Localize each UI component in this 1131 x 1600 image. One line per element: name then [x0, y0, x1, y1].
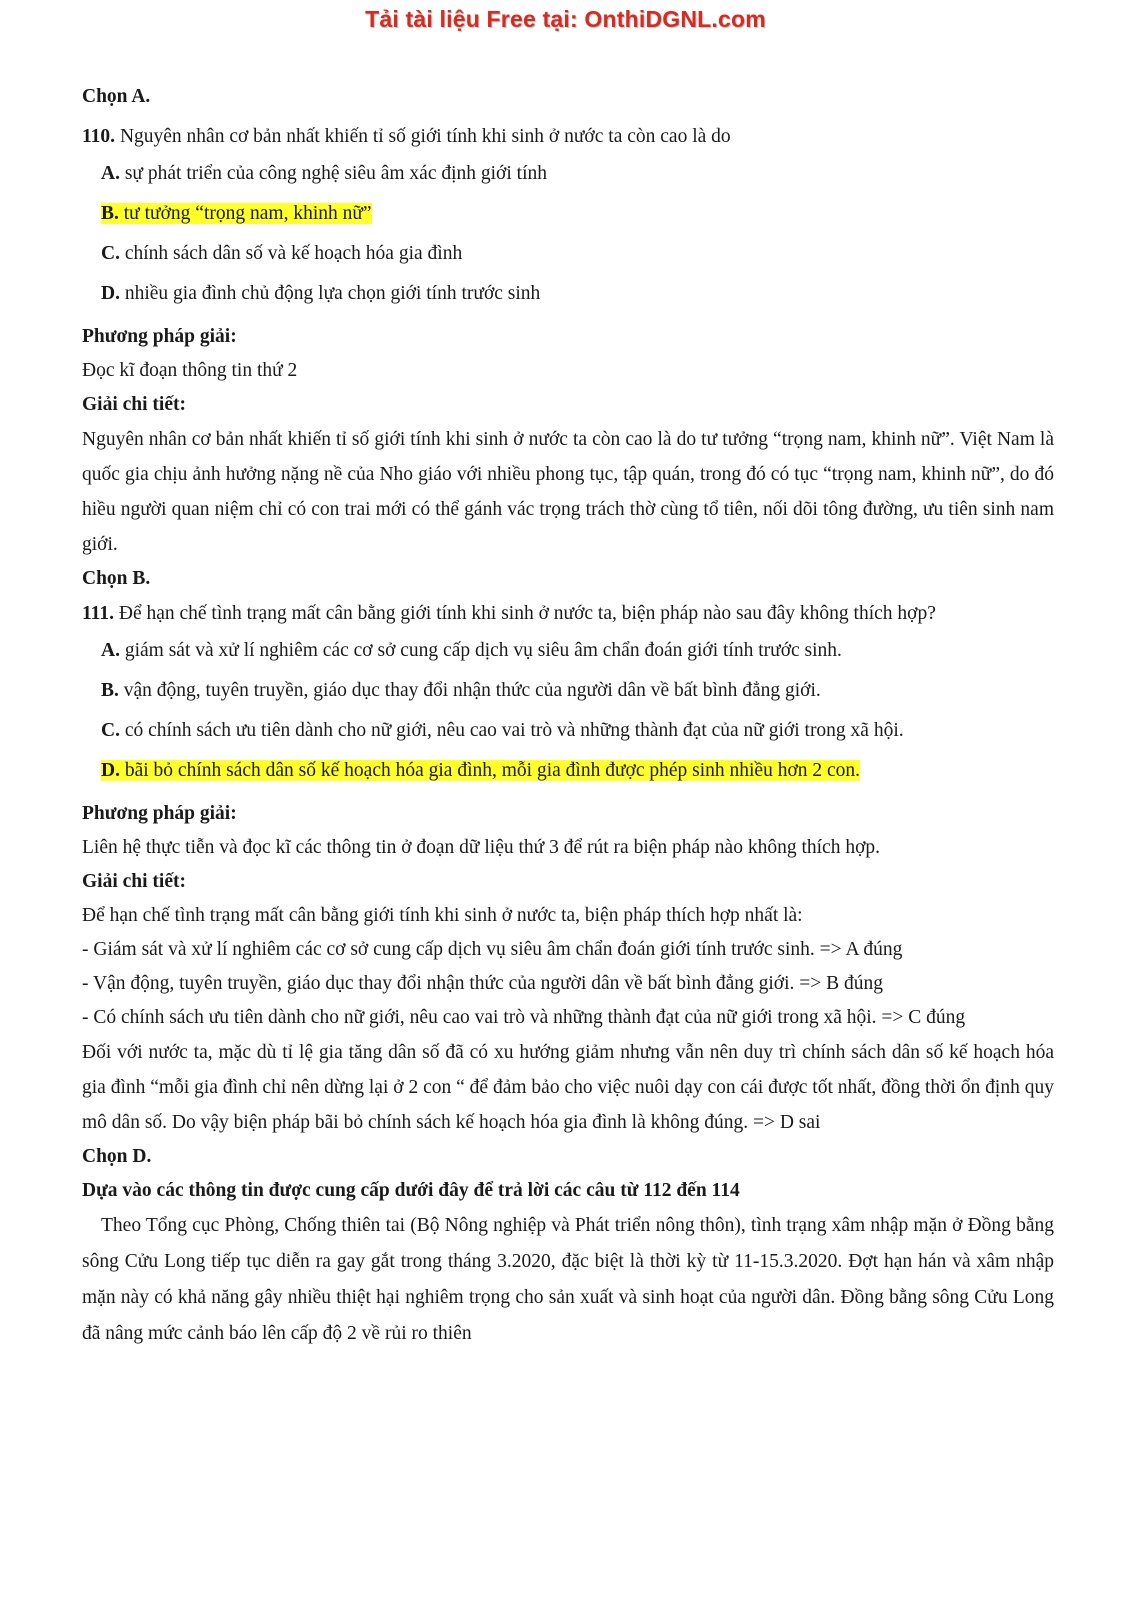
option-text: chính sách dân số và kế hoạch hóa gia đình [119, 243, 463, 264]
question-number: 110. [82, 126, 116, 147]
method-heading: Phương pháp giải: [82, 326, 237, 347]
detail-intro: Để hạn chế tình trạng mất cân bằng giới tính khi sinh ở nước ta, biện pháp thích hợp nhất là: [82, 905, 803, 926]
option-b-correct [82, 194, 1054, 234]
question-number: 111. [82, 603, 114, 624]
option-b [82, 671, 1054, 711]
option-text: giám sát và xử lí nghiêm các cơ sở cung cấp dịch vụ siêu âm chẩn đoán giới tính trước sinh. [119, 640, 842, 661]
detail-heading: Giải chi tiết: [82, 871, 186, 892]
answer-line: Chọn D. [82, 1146, 152, 1167]
option-a [82, 631, 1054, 671]
site-banner[interactable]: Tải tài liệu Free tại: OnthiDGNL.com [365, 6, 766, 32]
option-letter: B. [101, 680, 119, 701]
option-letter: D. [101, 760, 120, 781]
detail-conclusion: Đối với nước ta, mặc dù tỉ lệ gia tăng dân số đã có xu hướng giảm nhưng vẫn nên duy trì chính sách dân số kế hoạch hóa gia đình “mỗi gia đình chỉ nên dừng lại ở 2 con “ để đảm bảo cho việc nuôi dạy con cái được tốt nhất, đồng thời ổn định quy mô dân số. Do vậy biện pháp bãi bỏ chính sách kế hoạch hóa gia đình là không đúng. => D sai [82, 1042, 1054, 1133]
answer-line: Chọn B. [82, 568, 151, 589]
method-text: Liên hệ thực tiễn và đọc kĩ các thông tin ở đoạn dữ liệu thứ 3 để rút ra biện pháp nào không thích hợp. [82, 837, 881, 858]
passage-text: Theo Tổng cục Phòng, Chống thiên tai (Bộ Nông nghiệp và Phát triển nông thôn), tình trạng xâm nhập mặn ở Đồng bằng sông Cửu Long tiếp tục diễn ra gay gắt trong tháng 3.2020, đặc biệt là thời kỳ từ 11-15.3.2020. Đợt hạn hán và xâm nhập mặn này có khả năng gây nhiều thiệt hại nghiêm trọng cho sản xuất và sinh hoạt của người dân. Đồng bằng sông Cửu Long đã nâng mức cảnh báo lên cấp độ 2 về rủi ro thiên [82, 1215, 1054, 1344]
option-text: bãi bỏ chính sách dân số kế hoạch hóa gia đình, mỗi gia đình được phép sinh nhiều hơn 2 con. [119, 760, 861, 781]
section-heading: Dựa vào các thông tin được cung cấp dưới đây để trả lời các câu từ 112 đến 114 [82, 1180, 740, 1201]
option-text: sự phát triển của công nghệ siêu âm xác định giới tính [119, 163, 547, 184]
option-text: tư tưởng “trọng nam, khinh nữ” [118, 203, 372, 224]
option-letter: D. [101, 283, 120, 304]
option-c [82, 711, 1054, 751]
document-body [82, 80, 1054, 1352]
detail-heading: Giải chi tiết: [82, 394, 186, 415]
method-heading: Phương pháp giải: [82, 803, 237, 824]
option-text: nhiều gia đình chủ động lựa chọn giới tính trước sinh [119, 283, 541, 304]
question-stem: Để hạn chế tình trạng mất cân bằng giới tính khi sinh ở nước ta, biện pháp nào sau đây không thích hợp? [113, 603, 936, 624]
option-letter: C. [101, 720, 120, 741]
question-111 [82, 596, 1054, 631]
detail-bullet: - Có chính sách ưu tiên dành cho nữ giới, nêu cao vai trò và những thành đạt của nữ giới trong xã hội. => C đúng [82, 1007, 966, 1028]
option-a [82, 154, 1054, 194]
detail-text: Nguyên nhân cơ bản nhất khiến tỉ số giới tính khi sinh ở nước ta còn cao là do tư tưởng “trọng nam, khinh nữ”. Việt Nam là quốc gia chịu ảnh hưởng nặng nề của Nho giáo với nhiều phong tục, tập quán, trong đó có tục “trọng nam, khinh nữ”, do đó hiều người quan niệm chỉ có con trai mới có thể gánh vác trọng trách thờ cùng tổ tiên, nối dõi tông đường, ưu tiên sinh nam giới. [82, 429, 1054, 555]
option-c [82, 234, 1054, 274]
option-text: vận động, tuyên truyền, giáo dục thay đổi nhận thức của người dân về bất bình đẳng giới. [118, 680, 821, 701]
option-letter: B. [101, 203, 119, 224]
option-letter: A. [101, 640, 120, 661]
question-110 [82, 120, 1054, 154]
answer-line: Chọn A. [82, 86, 151, 107]
detail-bullet: - Vận động, tuyên truyền, giáo dục thay đổi nhận thức của người dân về bất bình đẳng giới. => B đúng [82, 973, 883, 994]
method-text: Đọc kĩ đoạn thông tin thứ 2 [82, 360, 298, 381]
option-d [82, 274, 1054, 314]
option-d-correct [82, 751, 1054, 791]
question-stem: Nguyên nhân cơ bản nhất khiến tỉ số giới tính khi sinh ở nước ta còn cao là do [115, 126, 731, 147]
option-text: có chính sách ưu tiên dành cho nữ giới, nêu cao vai trò và những thành đạt của nữ giới trong xã hội. [119, 720, 904, 741]
option-letter: C. [101, 243, 120, 264]
detail-bullet: - Giám sát và xử lí nghiêm các cơ sở cung cấp dịch vụ siêu âm chẩn đoán giới tính trước sinh. => A đúng [82, 939, 903, 960]
option-letter: A. [101, 163, 120, 184]
